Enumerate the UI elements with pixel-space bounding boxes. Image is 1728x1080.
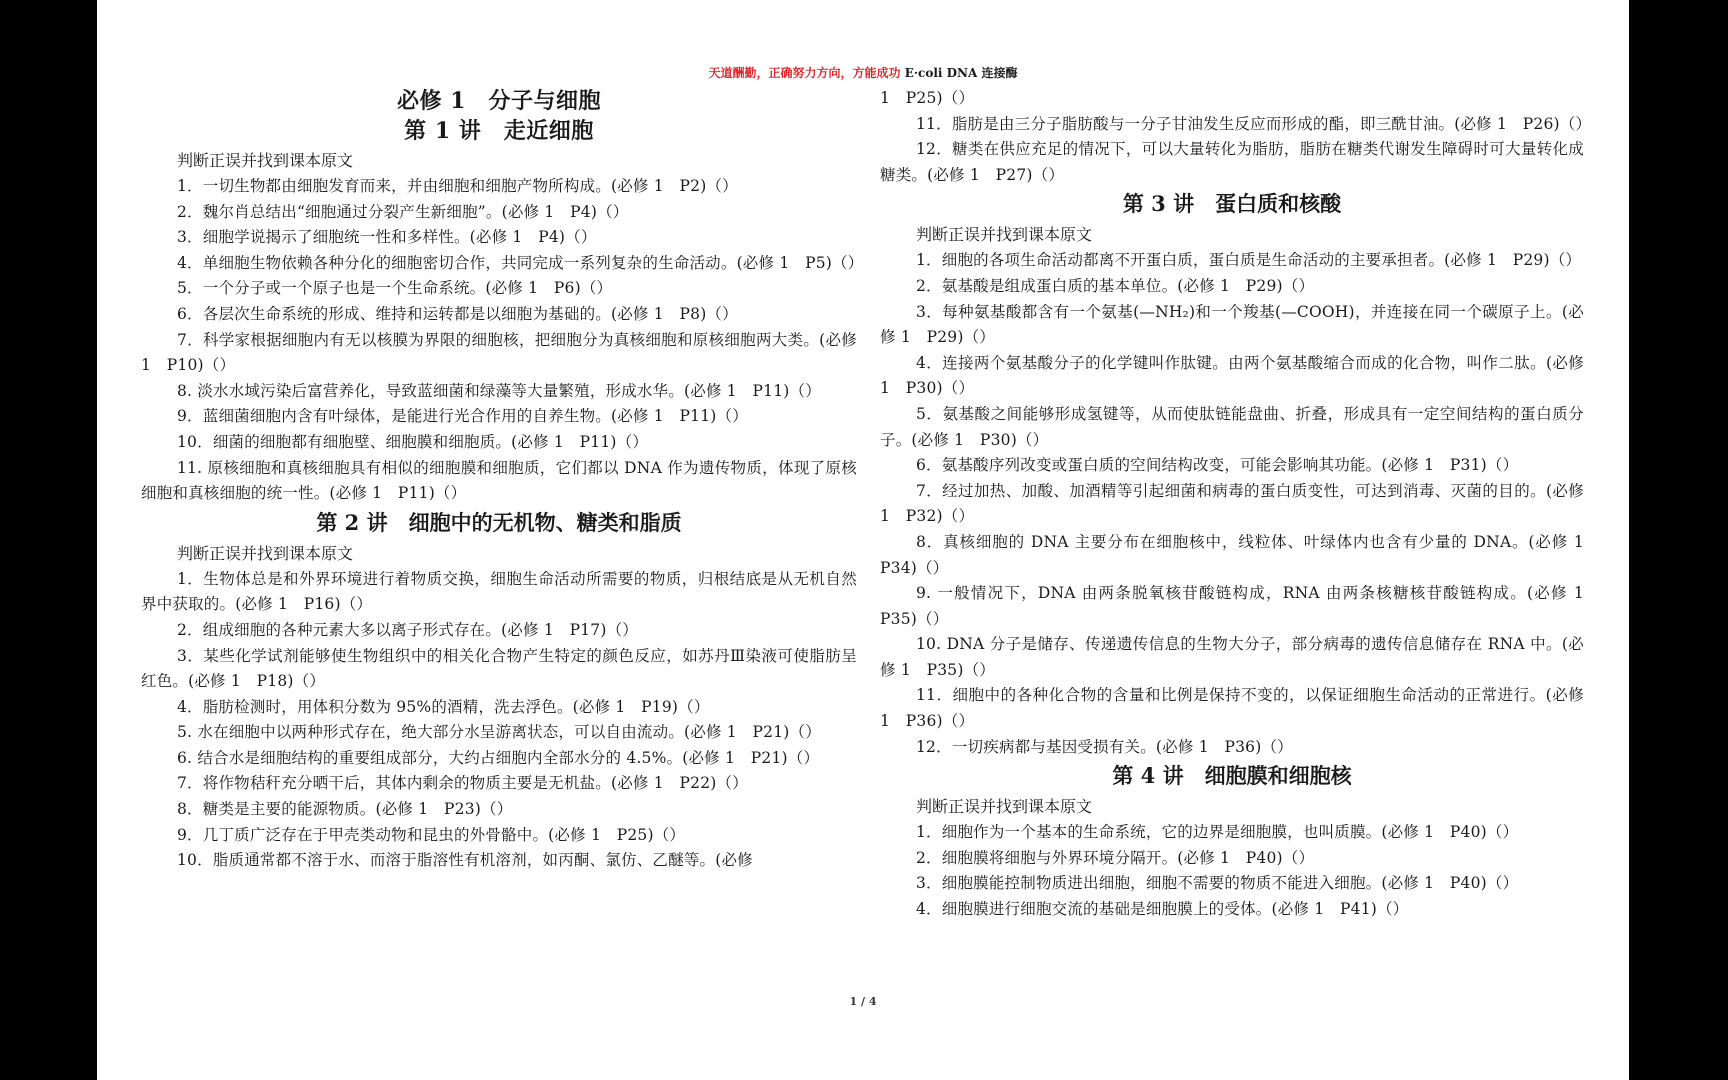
header-tag: E·coli DNA 连接酶 [904, 66, 1018, 80]
list-item: 5. 水在细胞中以两种形式存在，绝大部分水呈游离状态，可以自由流动。(必修 1 P21)（） [177, 723, 821, 742]
list-item: 2．魏尔肖总结出“细胞通过分裂产生新细胞”。(必修 1 P4)（） [177, 202, 629, 221]
list-item: 3．每种氨基酸都含有一个氨基(—NH₂)和一个羧基(—COOH)，并连接在同一个碳原子上。(必修 1 P29)（） [880, 302, 1584, 347]
right-column [880, 86, 1600, 923]
list-item: 11. 原核细胞和真核细胞具有相似的细胞膜和细胞质，它们都以 DNA 作为遗传物质，体现了原核细胞和真核细胞的统一性。(必修 1 P11)（） [141, 458, 857, 503]
list-item: 2．细胞膜将细胞与外界环境分隔开。(必修 1 P40)（） [916, 848, 1315, 867]
list-item: 2．氨基酸是组成蛋白质的基本单位。(必修 1 P29)（） [916, 276, 1315, 295]
list-item: 11．细胞中的各种化合物的含量和比例是保持不变的，以保证细胞生命活动的正常进行。(必修 1 P36)（） [880, 686, 1584, 731]
header-motto: 天道酬勤，正确努力方向，方能成功 [708, 66, 901, 80]
lecture-3-title: 第 3 讲 蛋白质和核酸 [1122, 191, 1342, 217]
list-item: 6．氨基酸序列改变或蛋白质的空间结构改变，可能会影响其功能。(必修 1 P31)（） [916, 456, 1519, 475]
list-item: 5．一个分子或一个原子也是一个生命系统。(必修 1 P6)（） [177, 279, 613, 298]
header-note [97, 64, 1629, 81]
list-item: 7．科学家根据细胞内有无以核膜为界限的细胞核，把细胞分为真核细胞和原核细胞两大类。(必修 1 P10)（） [141, 330, 857, 375]
lecture-3-instruction: 判断正误并找到课本原文 [916, 225, 1093, 245]
lecture-1-instruction: 判断正误并找到课本原文 [177, 151, 354, 170]
list-item: 11．脂肪是由三分子脂肪酸与一分子甘油发生反应而形成的酯，即三酰甘油。(必修 1 P26)（） [916, 114, 1592, 133]
list-item: 10．脂质通常都不溶于水、而溶于脂溶性有机溶剂，如丙酮、氯仿、乙醚等。(必修 [177, 851, 753, 870]
list-item: 12．糖类在供应充足的情况下，可以大量转化为脂肪，脂肪在糖类代谢发生障碍时可大量转化成糖类。(必修 1 P27)（） [880, 140, 1584, 184]
list-item: 4．连接两个氨基酸分子的化学键叫作肽键。由两个氨基酸缩合而成的化合物，叫作二肽。(必修 1 P30)（） [880, 353, 1584, 398]
list-item-continued: 1 P25)（） [880, 89, 975, 107]
list-item: 2．组成细胞的各种元素大多以离子形式存在。(必修 1 P17)（） [177, 620, 638, 639]
page-title: 必修 1 分子与细胞 [397, 88, 601, 114]
list-item: 7．将作物秸秆充分晒干后，其体内剩余的物质主要是无机盐。(必修 1 P22)（） [177, 774, 748, 793]
list-item: 8．糖类是主要的能源物质。(必修 1 P23)（） [177, 800, 513, 819]
list-item: 1．细胞作为一个基本的生命系统，它的边界是细胞膜，也叫质膜。(必修 1 P40)（） [916, 823, 1519, 842]
list-item: 3．某些化学试剂能够使生物组织中的相关化合物产生特定的颜色反应，如苏丹Ⅲ染液可使脂肪呈红色。(必修 1 P18)（） [141, 646, 857, 691]
list-item: 1．细胞的各项生命活动都离不开蛋白质，蛋白质是生命活动的主要承担者。(必修 1 P29)（） [916, 251, 1582, 270]
document-page [97, 0, 1629, 1080]
list-item: 6. 结合水是细胞结构的重要组成部分，大约占细胞内全部水分的 4.5%。(必修 1 P21)（） [177, 748, 820, 767]
list-item: 1．一切生物都由细胞发育而来，并由细胞和细胞产物所构成。(必修 1 P2)（） [177, 177, 738, 195]
lecture-1-title: 第 1 讲 走近细胞 [404, 118, 594, 144]
list-item: 4．细胞膜进行细胞交流的基础是细胞膜上的受体。(必修 1 P41)（） [916, 900, 1409, 919]
list-item: 8．真核细胞的 DNA 主要分布在细胞核中，线粒体、叶绿体内也含有少量的 DNA。(必修 1 P34)（） [880, 532, 1600, 577]
page-number: 1 / 4 [849, 995, 877, 1008]
lecture-2-title: 第 2 讲 细胞中的无机物、糖类和脂质 [316, 509, 682, 535]
list-item: 7．经过加热、加酸、加酒精等引起细菌和病毒的蛋白质变性，可达到消毒、灭菌的目的。(必修 1 P32)（） [880, 481, 1584, 526]
list-item: 9．蓝细菌细胞内含有叶绿体，是能进行光合作用的自养生物。(必修 1 P11)（） [177, 407, 748, 426]
lecture-4-title: 第 4 讲 细胞膜和细胞核 [1112, 763, 1352, 789]
list-item: 4．单细胞生物依赖各种分化的细胞密切合作，共同完成一系列复杂的生命活动。(必修 1 P5)（） [177, 253, 864, 272]
list-item: 1．生物体总是和外界环境进行着物质交换，细胞生命活动所需要的物质，归根结底是从无机自然界中获取的。(必修 1 P16)（） [141, 569, 857, 614]
list-item: 3．细胞学说揭示了细胞统一性和多样性。(必修 1 P4)（） [177, 228, 597, 247]
list-item: 9．几丁质广泛存在于甲壳类动物和昆虫的外骨骼中。(必修 1 P25)（） [177, 825, 686, 844]
list-item: 9. 一般情况下，DNA 由两条脱氧核苷酸链构成，RNA 由两条核糖核苷酸链构成。(必修 1 P35)（） [880, 584, 1600, 628]
list-item: 3．细胞膜能控制物质进出细胞，细胞不需要的物质不能进入细胞。(必修 1 P40)（） [916, 874, 1519, 893]
left-column [141, 86, 864, 874]
list-item: 10．细菌的细胞都有细胞壁、细胞膜和细胞质。(必修 1 P11)（） [177, 432, 649, 451]
lecture-4-instruction: 判断正误并找到课本原文 [916, 797, 1093, 817]
list-item: 12．一切疾病都与基因受损有关。(必修 1 P36)（） [916, 737, 1293, 756]
list-item: 6．各层次生命系统的形成、维持和运转都是以细胞为基础的。(必修 1 P8)（） [177, 304, 738, 323]
list-item: 8. 淡水水域污染后富营养化，导致蓝细菌和绿藻等大量繁殖，形成水华。(必修 1 P11)（） [177, 381, 821, 400]
list-item: 5．氨基酸之间能够形成氢键等，从而使肽链能盘曲、折叠，形成具有一定空间结构的蛋白质分子。(必修 1 P30)（） [880, 404, 1584, 449]
lecture-2-instruction: 判断正误并找到课本原文 [177, 543, 354, 563]
list-item: 4．脂肪检测时，用体积分数为 95%的酒精，洗去浮色。(必修 1 P19)（） [177, 697, 710, 716]
list-item: 10. DNA 分子是储存、传递遗传信息的生物大分子，部分病毒的遗传信息储存在 RNA 中。(必修 1 P35)（） [880, 635, 1584, 679]
